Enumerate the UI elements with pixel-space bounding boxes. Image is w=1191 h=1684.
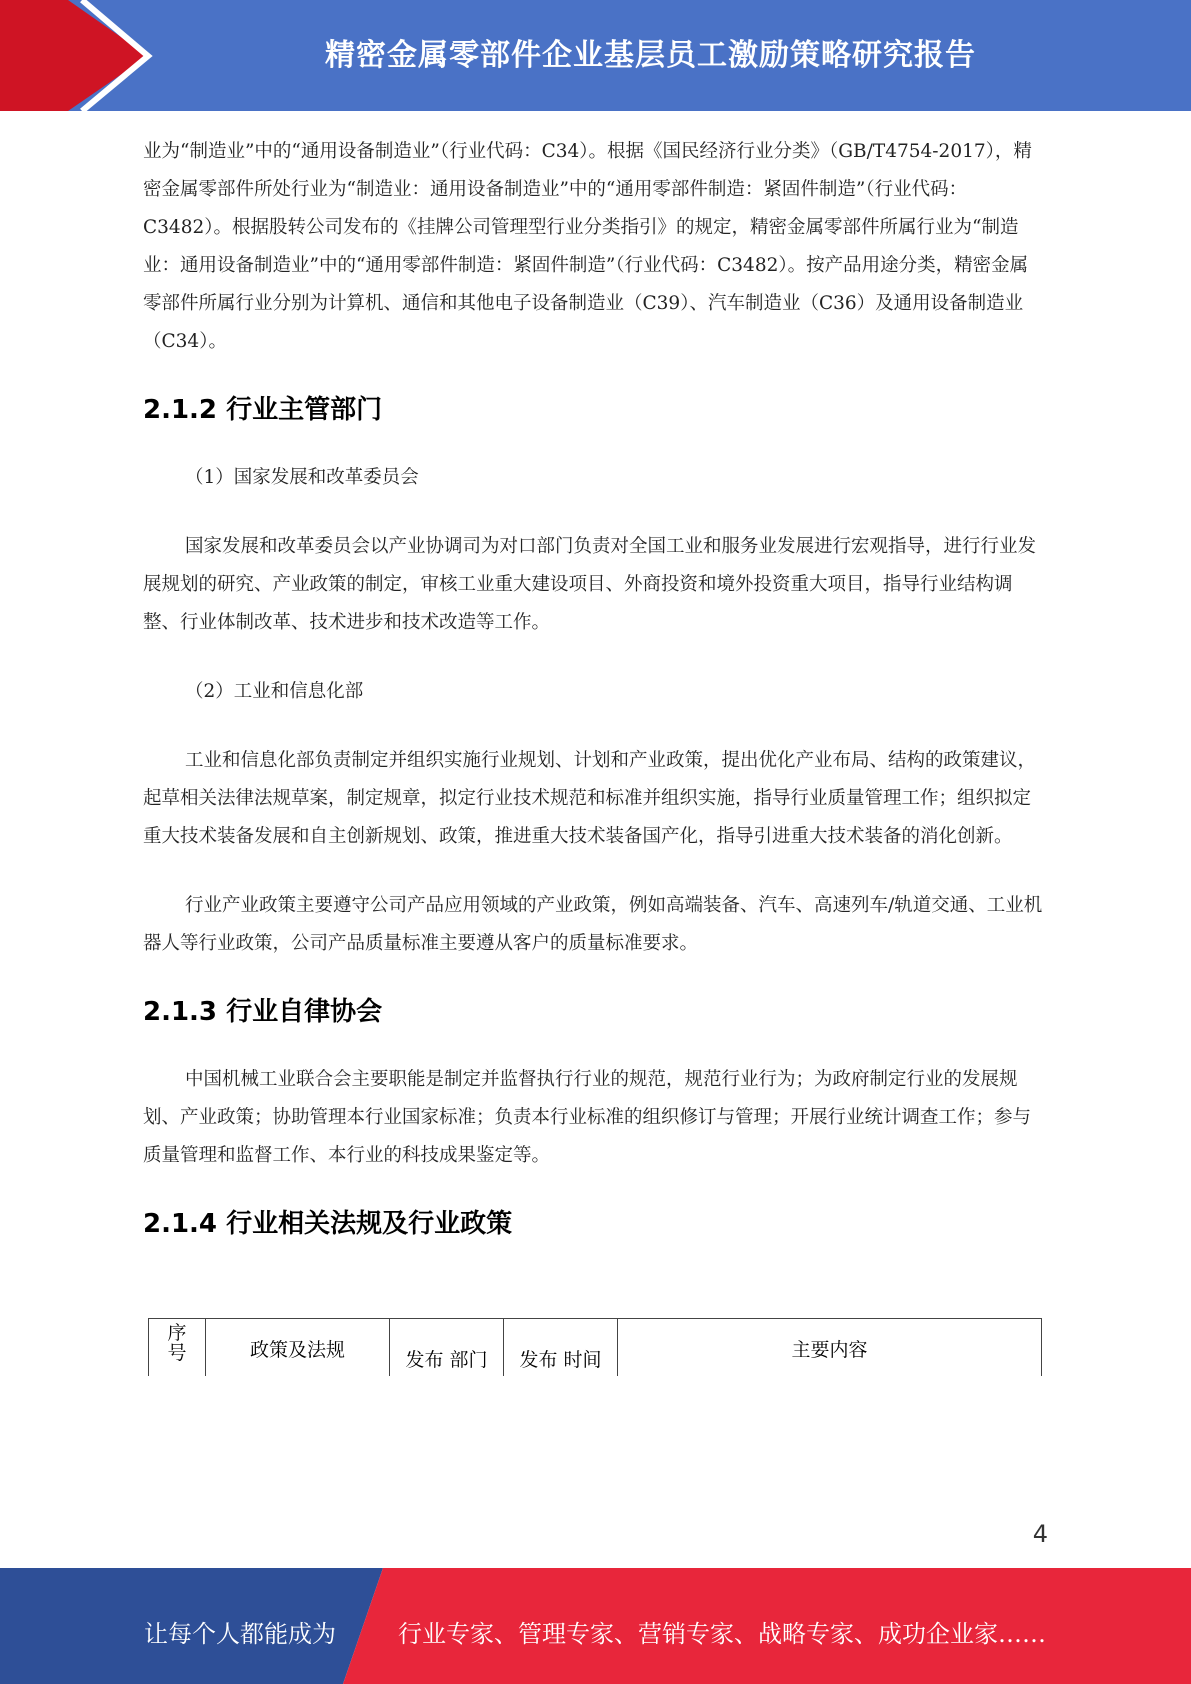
subheading-miit: （2）工业和信息化部 — [185, 681, 364, 702]
header-policy: 政策及法规 — [206, 1319, 390, 1377]
paragraph-association: 中国机械工业联合会主要职能是制定并监督执行行业的规范，规范行业行为；为政府制定行业的发展规划、产业政策；协助管理本行业国家标准；负责本行业标准的组织修订与管理；开展行业统计调查工作；参与质量管理和监督工作、本行业的科技成果鉴定等。 — [143, 1069, 1032, 1166]
table-header-row — [149, 1319, 1042, 1377]
header-main-content: 主要内容 — [618, 1319, 1042, 1377]
paragraph-miit: 工业和信息化部负责制定并组织实施行业规划、计划和产业政策，提出优化产业布局、结构的政策建议，起草相关法律法规草案，制定规章，拟定行业技术规范和标准并组织实施，指导行业质量管理工作；组织拟定重大技术装备发展和自主创新规划、政策，推进重大技术装备国产化，指导引进重大技术装备的消化创新。 — [143, 750, 1037, 847]
footer-slogan-left: 让每个人都能成为 — [144, 1620, 336, 1648]
report-title: 精密金属零部件企业基层员工激励策略研究报告 — [325, 38, 976, 73]
paragraph-ndrc: 国家发展和改革委员会以产业协调司为对口部门负责对全国工业和服务业发展进行宏观指导，进行行业发展规划的研究、产业政策的制定，审核工业重大建设项目、外商投资和境外投资重大项目，指导行业结构调整、行业体制改革、技术进步和技术改造等工作。 — [143, 536, 1037, 633]
footer-slogan-right: 行业专家、管理专家、营销专家、战略专家、成功企业家…… — [398, 1620, 1046, 1648]
header-serial-number — [149, 1319, 206, 1377]
policy-table-wrapper — [148, 1318, 1042, 1376]
header-release-time: 发布 时间 — [504, 1319, 618, 1377]
paragraph-industry-policy: 行业产业政策主要遵守公司产品应用领域的产业政策，例如高端装备、汽车、高速列车/轨道交通、工业机器人等行业政策，公司产品质量标准主要遵从客户的质量标准要求。 — [143, 895, 1043, 954]
paragraph-industry-classification: 业为“制造业”中的“通用设备制造业”（行业代码：C34）。根据《国民经济行业分类》（GB/T4754-2017），精密金属零部件所处行业为“制造业：通用设备制造业”中的“通用零部件制造：紧固件制造”（行业代码：C3482）。根据股转公司发布的《挂牌公司管理型行业分类指引》的规定，精密金属零部件所属行业为“制造业：通用设备制造业”中的“通用零部件制造：紧固件制造”（行业代码：C3482）。按产品用途分类，精密金属零部件所属行业分别为计算机、通信和其他电子设备制造业（C39）、汽车制造业（C36）及通用设备制造业（C34）。 — [143, 141, 1032, 352]
header-red-chevron — [0, 0, 148, 111]
section-heading-2-1-3: 2.1.3 行业自律协会 — [143, 997, 383, 1027]
header-serial-line1: 序 — [167, 1322, 187, 1344]
header-serial-line2: 号 — [167, 1342, 187, 1364]
section-heading-2-1-2: 2.1.2 行业主管部门 — [143, 395, 383, 425]
document-body — [143, 133, 1045, 1243]
page-header — [0, 0, 1191, 111]
subheading-ndrc: （1）国家发展和改革委员会 — [185, 467, 419, 488]
header-department: 发布 部门 — [390, 1319, 504, 1377]
page-footer — [0, 1568, 1191, 1684]
section-heading-2-1-4: 2.1.4 行业相关法规及行业政策 — [143, 1209, 513, 1239]
page-number: 4 — [1032, 1520, 1048, 1548]
policy-table — [148, 1318, 1042, 1376]
